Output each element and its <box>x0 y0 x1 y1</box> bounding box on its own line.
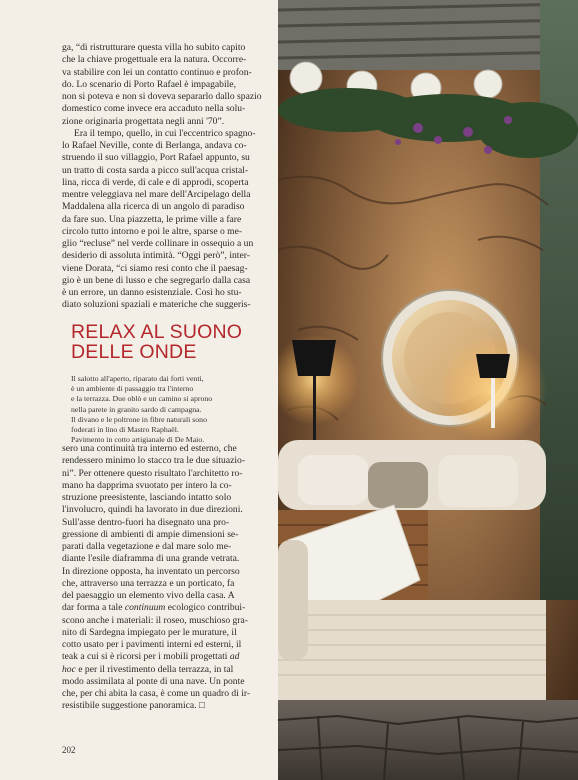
article-paragraph-2: Era il tempo, quello, in cui l'eccentrico spagno- lo Rafael Neville, conte di Berlanga, andava co- struendo il suo villaggio, Port Rafael appunto, su un tratto di costa sarda a picco sull'acqua cristal- lina, ricca di verde, di cale e di approdi, scoperta mentre veleggiava nel mare dell'Arcipelago della Maddalena alla ricerca di un angolo di paradiso da fare suo. Una piazzetta, le prime ville a fare circolo tutto intorno e poi le altre, sparse o me- glio “recluse” nel verde collinare in ossequio a un desiderio di assoluta intimità. “Oggi però”, inter- viene Dorata, “ci siamo resi conto che il paesag- gio è un bene di lusso e che segregarlo dalla casa è un errore, un danno esistenziale. Così ho stu- diato soluzioni spaziali e materiche che suggeris- <box>62 127 256 311</box>
headline-line-1: RELAX AL SUONO <box>71 321 243 343</box>
end-mark: □ <box>198 700 205 712</box>
paragraph-3-text-2: ecologico contribui- scono anche i materiali: il roseo, muschioso gra- nito di Sardegna impiegato per le murature, il cotto usato per i pavimenti interni ed esterni, il teak a cui si è ricorsi per i mobili progettati <box>62 602 248 663</box>
paragraph-3-text-1: sero una continuità tra interno ed esterno, che rendessero minimo lo stacco tra le due situazio- ni”. Per ottenere questo risultato l'architetto ro- mano ha dapprima svuotato per intero la co- struzione preesistente, lasciando intatto solo l'involucro, quindi ha lavorato in due direzioni. Sull'asse dentro-fuori ha disegnato una pro- gressione di ambienti di ampie dimensioni se- parati dalla vegetazione e dal mare solo me- diante l'esile diaframma di una grande vetrata. In direzione opposta, ha inventato un percorso che, attraverso una terrazza e un porticato, fa del paesaggio un elemento vivo della casa. A dar forma a tale <box>62 443 246 614</box>
photo-illustration <box>278 0 578 780</box>
article-paragraph-1: ga, “di ristrutturare questa villa ho subito capito che la chiave progettuale era la natura. Occorre- va stabilire con lei un contatto continuo e profon- do. Lo scenario di Porto Rafael è impagabile, non si poteva e non si doveva separarlo dallo spazio domestico come invece era accaduto nella solu- zione originaria progettata negli anni '70”. <box>62 42 262 127</box>
paragraph-3-italic-ad-hoc: ad hoc <box>62 651 240 675</box>
paragraph-3-text-3: e per il rivestimento della terrazza, in tal modo assimilata al ponte di una nave. Un ponte che, per chi abita la casa, è come un quadro di ir- resistibile suggestione panoramica. <box>62 663 251 712</box>
page-number: 202 <box>62 745 76 755</box>
photo-caption: Il salotto all'aperto, riparato dai forti venti, è un ambiente di passaggio tra l'interno e la terrazza. Due oblò e un camino si aprono nella parete in granito sardo di campagna. Il divano e le poltrone in fibre naturali sono foderati in lino di Mastro Raphaël. Pavimento in cotto artigianale di De Maio. <box>71 374 213 445</box>
paragraph-3-italic-continuum: continuum <box>124 602 166 614</box>
article-column-bottom <box>62 443 276 713</box>
article-paragraph-3 <box>62 443 276 713</box>
section-headline <box>71 322 281 362</box>
article-column-top <box>62 42 276 312</box>
headline-line-2: DELLE ONDE <box>71 341 197 363</box>
outdoor-lounge-photo <box>278 0 578 780</box>
